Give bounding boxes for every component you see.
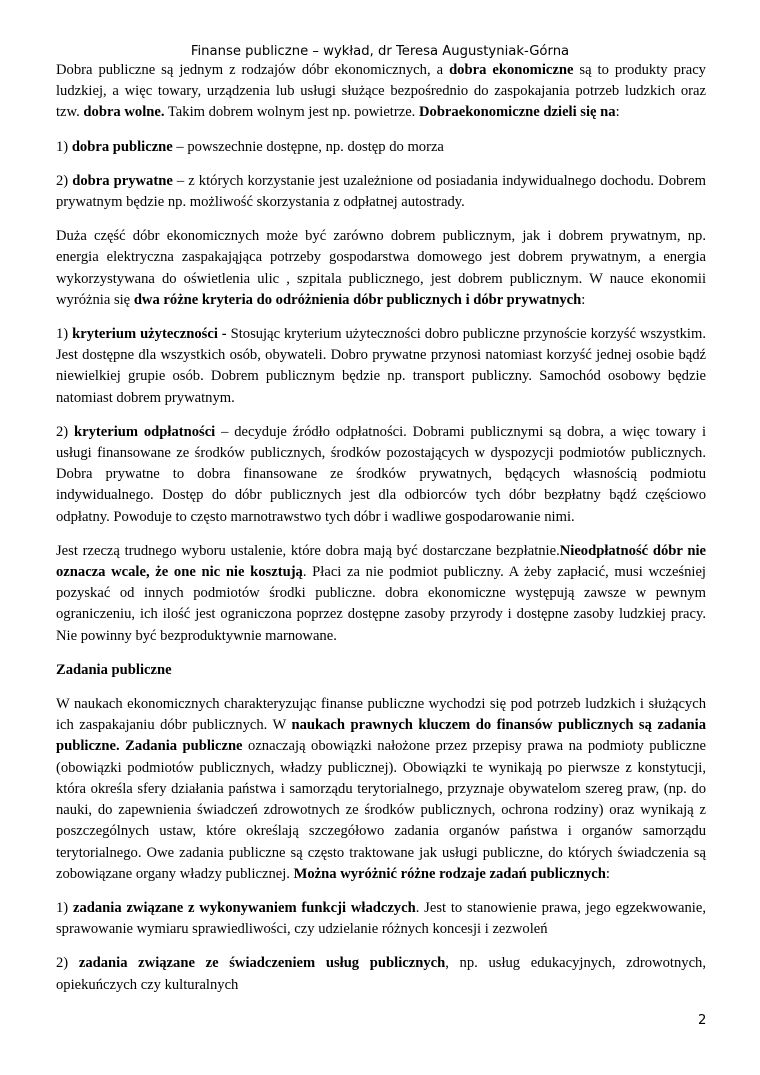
text: są to produkty pracy ludzkiej, a więc towary, urządzenia lub usługi służące bezpośrednio do zaspokajania potrzeb ludzkich oraz tzw. [56,62,706,121]
bold-text: naukach prawnych kluczem do finansów publicznych są zadania publiczne. Zadania publiczne [56,717,706,755]
bold-text: kryterium użyteczności - [72,326,227,343]
text: 2) [56,955,79,972]
text: : [605,865,610,882]
paragraph-free-goods [56,541,706,647]
bold-text: dobra wolne. [83,104,165,121]
text: 2) [56,423,74,440]
bold-text: Dobraekonomiczne dzieli się na [418,104,616,121]
text: : [615,104,620,121]
list-item-service-tasks [56,953,706,995]
text: Duża część dóbr ekonomicznych może być zarówno dobrem publicznym, jak i dobrem prywatnym, np. energia elektryczna zaspakająjąca potrzeby gospodarstwa domowego jest dobrem prywatnym, a energia wykorzystywana do oświetlenia ulic , szpitala publicznego, jest dobrem publicznym. W nauce ekonomii wyróżnia się [56,228,706,308]
bold-text: Nieodpłatność dóbr nie oznacza wcale, że one nic nie kosztują [56,542,707,581]
text: Dobra publiczne są jednym z rodzajów dóbr ekonomicznych, a [56,62,450,78]
paragraph-public-tasks [56,694,706,885]
text: – decyduje źródło odpłatności. Dobrami publicznymi są dobra, a więc towary i usługi finansowane ze środków publicznych, środków pozostających w dyspozycji podmiotów publicznych. Dobra prywatne to dobra finansowane ze środków prywatnych, będących własnością podmiotu indywidualnego. Dostęp do dóbr publicznych jest dla odbiorców tych dóbr bezpłatny bądź częściowo odpłatny. Powoduje to często marnotrawstwo tych dóbr i wadliwe gospodarowanie nimi. [56,423,707,525]
page-header: Finanse publiczne – wykład, dr Teresa Augustyniak-Górna [190,44,570,59]
bold-text: dobra prywatne [72,172,173,189]
bold-text: kryterium odpłatności [74,423,216,440]
text: Stosując kryterium użyteczności dobro publiczne przynoście korzyść wszystkim. Jest dostępne dla wszystkich osób, obywateli. Dobro prywatne przynosi natomiast korzyść jednej osobie bądź niewielkiej grupie osób. Dobrem publicznym będzie np. transport publiczny. Samochód osobowy będzie natomiast dobrem prywatnym. [56,326,706,406]
text: oznaczają obowiązki nałożone przez przepisy prawa na podmioty publiczne (obowiązki podmiotów publicznych, władzy publicznej). Obowiązki te wynikają po pierwsze z konstytucji, która określa sfery działania państwa i samorządu terytorialnego, przyznaje obywatelom szereg praw, (np. do nauki, do zapewnienia świadczeń zdrowotnych ze środków publicznych, ochrona rodziny) oraz wynikają z poszczególnych ustaw, które określają szczegółowo zadania organów państwa i organów samorządu terytorialnego. Owe zadania publiczne są często traktowane jak usługi publiczne, do których świadczenia są zobowiązane organy władzy publicznej. [56,738,706,882]
list-item-utility-criterion [56,324,706,409]
text: Jest rzeczą trudnego wyboru ustalenie, które dobra mają być dostarczane bezpłatnie. [56,542,560,559]
text: 1) [56,899,73,916]
section-heading [56,660,706,681]
text: , np. usług edukacyjnych, zdrowotnych, opiekuńczych czy kulturalnych [56,955,706,993]
text: – powszechnie dostępne, np. dostęp do morza [172,138,444,155]
list-item-payment-criterion [56,422,706,528]
paragraph-intro [56,60,706,124]
heading-text: Zadania publiczne [56,661,172,678]
list-item-private-goods [56,171,706,213]
bold-text: zadania związane ze świadczeniem usług publicznych [78,955,446,972]
text: 1) [56,138,72,155]
document-body [56,60,706,1009]
bold-text: dobra ekonomiczne [449,62,574,78]
bold-text: dwa różne kryteria do odróżnienia dóbr publicznych i dóbr prywatnych [133,291,582,308]
text: Takim dobrem wolnym jest np. powietrze. [164,104,419,121]
paragraph-criteria [56,226,706,311]
text: 2) [56,172,73,189]
bold-text: Można wyróżnić różne rodzaje zadań publicznych [293,865,606,882]
list-item-authority-tasks [56,898,706,940]
bold-text: zadania związane z wykonywaniem funkcji władczych [72,899,416,916]
list-item-public-goods [56,137,706,158]
page-number: 2 [698,1013,707,1028]
text: 1) [56,326,73,343]
text: . Jest to stanowienie prawa, jego egzekwowanie, sprawowanie wymiaru sprawiedliwości, czy udzielanie różnych koncesji i zezwoleń [56,899,706,938]
bold-text: dobra publiczne [71,138,173,155]
text: W naukach ekonomicznych charakteryzując finanse publiczne wychodzi się pod potrzeb ludzkich i służących ich zaspakajaniu dóbr publicznych. W [56,696,706,734]
text: . Płaci za nie podmiot publiczny. A żeby zapłacić, musi wcześniej pozyskać od innych podmiotów środki publiczne. dobra ekonomiczne występują zawsze w pewnym ograniczeniu, ich ilość jest ograniczona poprzez dostępne zasoby przyrody i dostępne zasoby ludzkiej pracy. Nie powinny być bezproduktywnie marnowane. [56,564,706,644]
text: – z których korzystanie jest uzależnione od posiadania indywidualnego dochodu. Dobrem prywatnym będzie np. możliwość skorzystania z odpłatnej autostrady. [56,172,706,211]
text: : [581,291,586,308]
